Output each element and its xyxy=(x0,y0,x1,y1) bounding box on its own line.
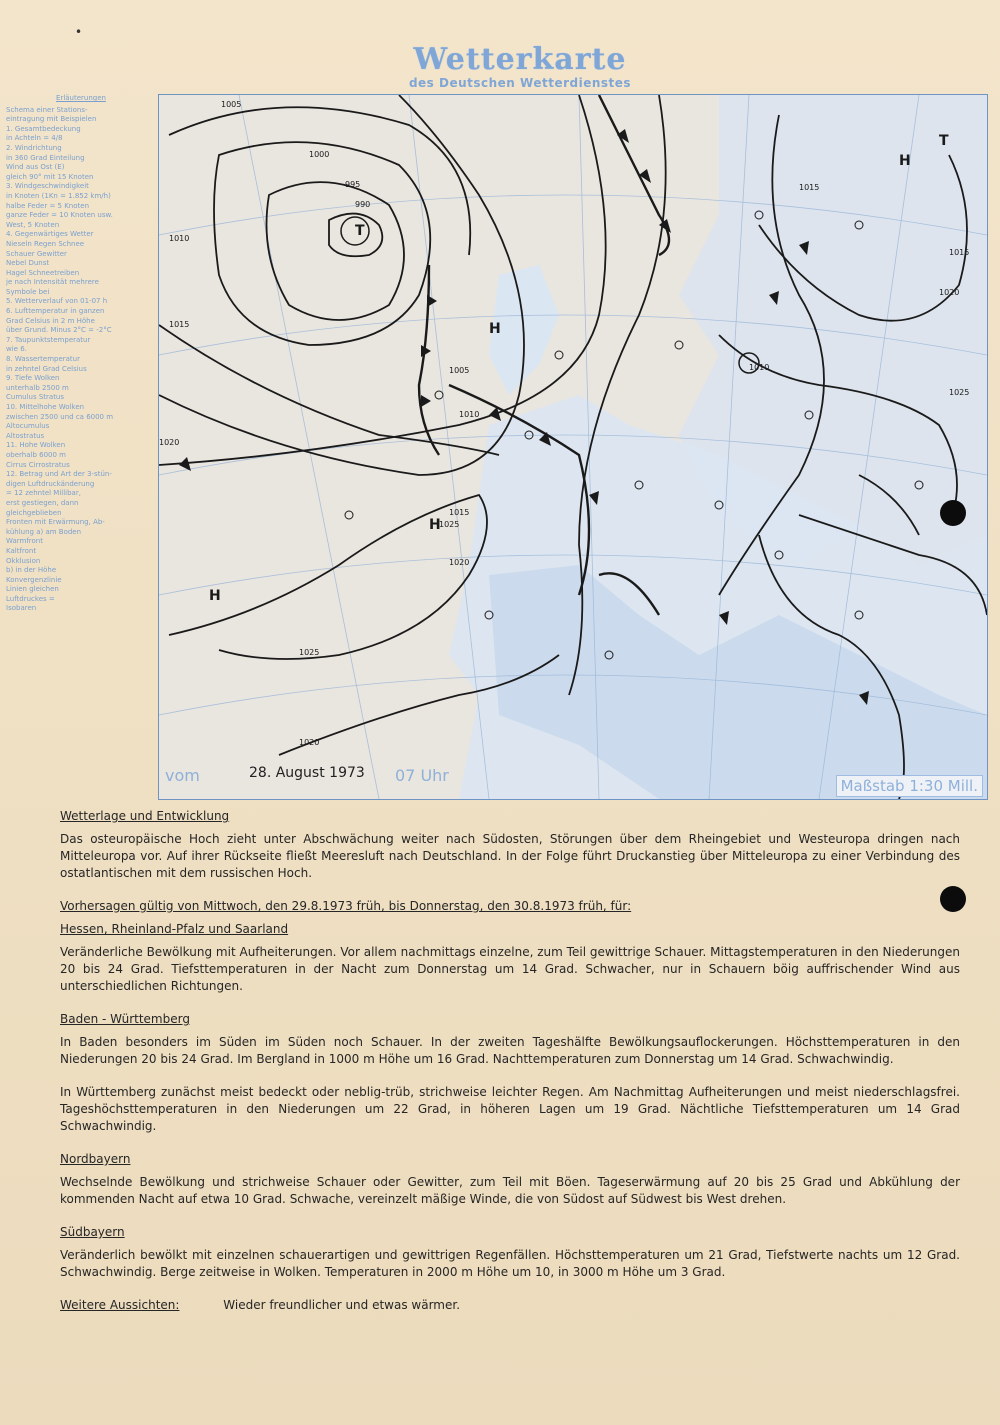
pressure-label: 1025 xyxy=(299,648,320,657)
pressure-label: 1015 xyxy=(449,508,470,517)
pressure-label: 1020 xyxy=(159,438,180,447)
legend-item: wie 6. xyxy=(6,345,27,354)
pressure-label: 1010 xyxy=(169,234,190,243)
pressure-label: T xyxy=(939,133,949,149)
pressure-label: 1020 xyxy=(299,738,320,747)
legend-item: Nebel Dunst xyxy=(6,259,50,268)
legend-item: oberhalb 6000 m xyxy=(6,450,66,459)
legend-item: 12. Betrag und Art der 3-stün- xyxy=(6,470,112,479)
pressure-label: 1025 xyxy=(949,388,970,397)
legend-item: in Knoten (1Kn = 1.852 km/h) xyxy=(6,191,111,200)
legend-item: erst gestiegen, dann xyxy=(6,498,79,507)
weather-map-svg xyxy=(159,95,987,799)
pressure-label: 1005 xyxy=(221,100,242,109)
outlook-row xyxy=(60,1297,960,1314)
legend-item: zwischen 2500 und ca 6000 m xyxy=(6,412,114,421)
header xyxy=(390,44,650,90)
punch-hole-upper xyxy=(940,500,966,526)
map-scale: Maßstab 1:30 Mill. xyxy=(836,775,983,797)
region-wuerttemberg-paragraph: In Württemberg zunächst meist bedeckt oder neblig-trüb, strichweise leichter Regen. Am Nachmittag Aufheiterungen und meist niederschlagsfrei. Tageshöchsttemperaturen in den Niederungen um 22 Grad, in höheren Lagen um 19 Grad. Nächtliche Tiefsttemperaturen um 14 Grad Schwachwindig. xyxy=(60,1085,960,1133)
pressure-label: H xyxy=(899,153,911,169)
legend-item: = 12 zehntel Millibar, xyxy=(6,489,81,498)
pressure-label: 1020 xyxy=(449,558,470,567)
region-hessen-heading: Hessen, Rheinland-Pfalz und Saarland xyxy=(60,922,289,936)
map-vom-label: vom xyxy=(165,766,200,785)
legend-item: West, 5 Knoten xyxy=(6,220,60,229)
legend-item: Wind aus Ost (E) xyxy=(6,163,65,172)
weather-paragraph: Das osteuropäische Hoch zieht unter Abschwächung weiter nach Südosten, Störungen über dem Rheingebiet und Westeuropa dringen nach Mitteleuropa vor. Auf ihrer Rückseite fließt Meeresluft nach Deutschland. In der Folge führt Druckanstieg über Mitteleuropa zu einer Verbindung des ostatlantischen mit dem russischen Hoch. xyxy=(60,832,960,880)
section-weather-heading: Wetterlage und Entwicklung xyxy=(60,809,230,823)
legend-item: 10. Mittelhohe Wolken xyxy=(6,403,85,411)
legend-item: 11. Hohe Wolken xyxy=(6,441,66,450)
legend-item: Warmfront xyxy=(6,537,43,546)
outlook-label: Weitere Aussichten: xyxy=(60,1298,180,1312)
pressure-label: H xyxy=(489,321,501,337)
legend-item: Cirrus Cirrostratus xyxy=(6,460,70,469)
legend-item: eintragung mit Beispielen xyxy=(6,115,97,124)
map-date: 28. August 1973 xyxy=(249,765,365,781)
legend-item: 5. Wetterverlauf von 01-07 h xyxy=(6,297,108,306)
page-title: Wetterkarte xyxy=(413,42,627,77)
region-suedbayern-paragraph: Veränderlich bewölkt mit einzelnen schauerartigen und gewittrigen Regenfällen. Höchsttemperaturen um 21 Grad, Tiefstwerte nachts um 12 Grad. Schwachwindig. Berge zeitweise in Wolken. Temperaturen in 2000 m Höhe um 10, in 3000 m Höhe um 3 Grad. xyxy=(60,1248,960,1279)
pressure-label: 1020 xyxy=(939,288,960,297)
legend-item: Symbole bei xyxy=(6,287,50,296)
legend-item: kühlung a) am Boden xyxy=(6,527,82,536)
legend-item: 1. Gesamtbedeckung xyxy=(6,124,81,133)
legend-item: digen Luftdruckänderung xyxy=(6,479,95,488)
legend-item: Altostratus xyxy=(6,431,45,440)
legend-item: 2. Windrichtung xyxy=(6,143,62,152)
pressure-label: 995 xyxy=(345,180,361,189)
legend-item: Schema einer Stations- xyxy=(6,105,88,114)
pressure-label: 1010 xyxy=(459,410,480,419)
legend-title: Erläuterungen xyxy=(56,94,106,102)
legend-item: 3. Windgeschwindigkeit xyxy=(6,182,89,191)
corner-mark: • xyxy=(75,25,83,39)
legend-item: in 360 Grad Einteilung xyxy=(6,153,85,162)
legend-item: Cumulus Stratus xyxy=(6,393,65,402)
region-suedbayern-heading: Südbayern xyxy=(60,1225,125,1239)
legend-item: gleich 90° mit 15 Knoten xyxy=(6,172,94,181)
region-hessen-paragraph: Veränderliche Bewölkung mit Aufheiterungen. Vor allem nachmittags einzelne, zum Teil gewittrige Schauer. Mittagstemperaturen in den Niederungen 20 bis 24 Grad. Tiefsttemperaturen in der Nacht zum Donnerstag um 14 Grad. Schwacher, nur in Schauern böig auffrischender Wind aus unterschiedlichen Richtungen. xyxy=(60,945,960,993)
pressure-label: 1015 xyxy=(799,183,820,192)
legend-item: gleichgeblieben xyxy=(6,508,62,517)
weather-map xyxy=(158,94,988,800)
legend-item: unterhalb 2500 m xyxy=(6,383,69,392)
region-nordbayern-paragraph: Wechselnde Bewölkung und strichweise Schauer oder Gewitter, zum Teil mit Böen. Tageserwärmung auf 20 bis 25 Grad und Abkühlung der kommenden Nacht auf etwa 10 Grad. Schwache, vereinzelt mäßige Winde, die von Südost auf Südwest bis West drehen. xyxy=(60,1175,960,1206)
region-nordbayern-heading: Nordbayern xyxy=(60,1152,131,1166)
legend-item: 9. Tiefe Wolken xyxy=(6,374,60,383)
punch-hole-lower xyxy=(940,886,966,912)
pressure-label: 1005 xyxy=(449,366,470,375)
legend-item: Linien gleichen xyxy=(6,585,59,594)
pressure-label: T xyxy=(355,223,365,239)
legend-item: ganze Feder = 10 Knoten usw. xyxy=(6,211,113,220)
legend-item: Hagel Schneetreiben xyxy=(6,268,80,277)
region-baden-paragraph: In Baden besonders im Süden im Süden noch Schauer. In der zweiten Tageshälfte Bewölkungsauflockerungen. Höchsttemperaturen in den Niederungen 20 bis 24 Grad. Im Bergland in 1000 m Höhe um 16 Grad. Nachttemperaturen zum Donnerstag um 14 Grad. Schwachwindig. xyxy=(60,1035,960,1066)
legend-item: Isobaren xyxy=(6,604,37,613)
legend-list xyxy=(6,106,156,614)
legend-panel xyxy=(6,94,156,804)
legend-item: in zehntel Grad Celsius xyxy=(6,364,87,373)
legend-item: Fronten mit Erwärmung, Ab- xyxy=(6,518,105,527)
page-subtitle: des Deutschen Wetterdienstes xyxy=(408,76,632,90)
legend-item: Okklusion xyxy=(6,556,41,565)
pressure-label: 1010 xyxy=(749,363,770,372)
legend-item: je nach Intensität mehrere xyxy=(6,278,99,287)
outlook-text: Wieder freundlicher und etwas wärmer. xyxy=(223,1298,461,1312)
pressure-label: 1015 xyxy=(949,248,970,257)
pressure-label: 990 xyxy=(355,200,371,209)
legend-item: Konvergenzlinie xyxy=(6,575,62,584)
pressure-label: 1015 xyxy=(169,320,190,329)
pressure-label: H xyxy=(209,588,221,604)
legend-item: Nieseln Regen Schnee xyxy=(6,239,85,248)
map-footer xyxy=(159,753,987,799)
forecast-header: Vorhersagen gültig von Mittwoch, den 29.8.1973 früh, bis Donnerstag, den 30.8.1973 früh, für: xyxy=(60,899,632,913)
legend-item: 4. Gegenwärtiges Wetter xyxy=(6,230,94,239)
legend-item: 7. Taupunktstemperatur xyxy=(6,335,91,344)
legend-item: Grad Celsius in 2 m Höhe xyxy=(6,316,95,325)
legend-item: 8. Wassertemperatur xyxy=(6,355,80,364)
legend-item: Schauer Gewitter xyxy=(6,249,67,258)
legend-item: Altocumulus xyxy=(6,422,50,431)
legend-item: b) in der Höhe xyxy=(6,566,57,575)
legend-item: über Grund. Minus 2°C = -2°C xyxy=(6,326,112,335)
pressure-label: 1000 xyxy=(309,150,330,159)
forecast-text xyxy=(60,808,960,1314)
legend-item: Kaltfront xyxy=(6,546,37,555)
pressure-label: H xyxy=(429,517,441,533)
pressure-label: 1025 xyxy=(439,520,460,529)
legend-item: Luftdruckes = xyxy=(6,594,55,603)
map-time: 07 Uhr xyxy=(395,766,449,785)
region-baden-heading: Baden - Württemberg xyxy=(60,1012,190,1026)
legend-item: in Achteln = 4/8 xyxy=(6,134,63,143)
legend-item: halbe Feder = 5 Knoten xyxy=(6,201,90,210)
legend-item: 6. Lufttemperatur in ganzen xyxy=(6,307,105,316)
